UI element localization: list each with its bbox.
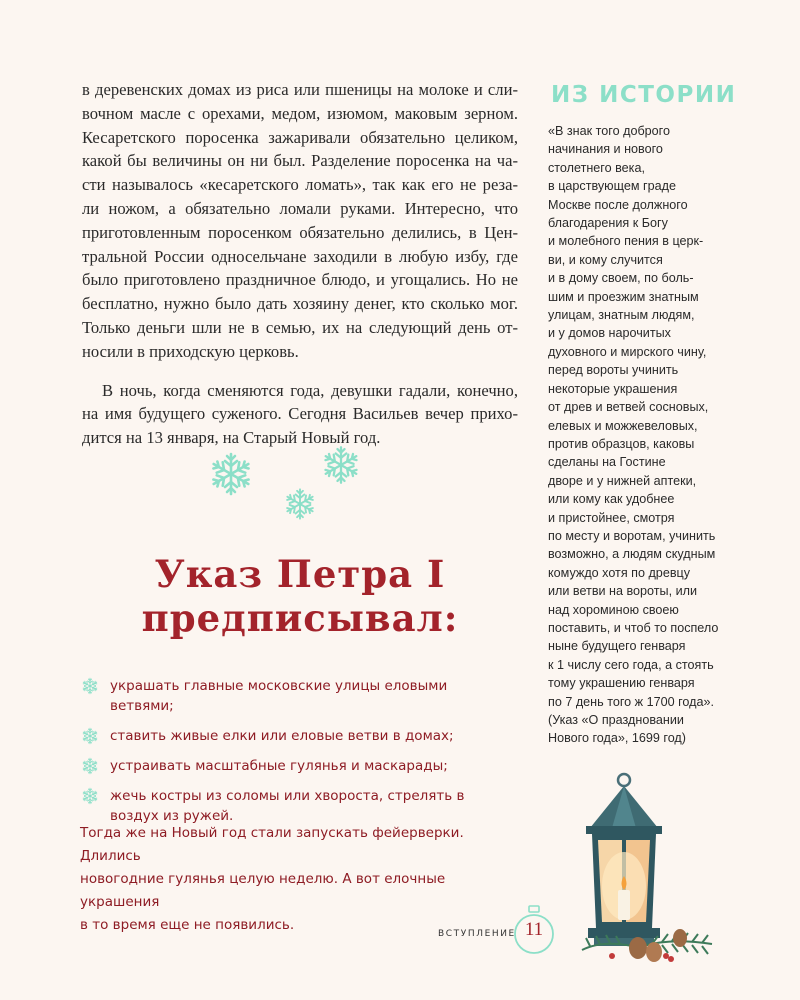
snowflake-icon (281, 485, 319, 523)
list-item: жечь костры из соломы или хвороста, стрелять в воздух из ружей. (80, 786, 510, 826)
lantern-illustration (572, 768, 732, 968)
snowflake-icon (80, 756, 100, 776)
snowflake-icon (80, 676, 100, 696)
sidebar-title: ИЗ ИСТОРИИ (551, 82, 737, 108)
list-item: украшать главные московские улицы еловыми ветвями; (80, 676, 510, 716)
paragraph-1: в деревенских домах из риса или пшеницы на молоке и сли- вочном масле с орехами, медом, изюмом, маковым зерном. Кесаретского поросенка зажаривали обязательно целиком, какой бы величины он ни был. Разделение поросенка на ча- сти называлось «кесаретского ломать», так как его не реза- ли ножом, а обязательно ломали руками. Интересно, что приготовленным поросенком обязательно делились, в Цен- тральной России односельчане заходили в любую избу, где было приготовлено праздничное блюдо, и угощались. Но не бесплатно, нужно было дать хозяину денег, кто сколько мог. Только деньги шли не в семью, их на следующий день от- носили в приходскую церковь. (82, 80, 518, 361)
snowflake-icon (318, 442, 364, 488)
decree-list (80, 676, 510, 836)
snowflake-icon (80, 786, 100, 806)
list-item: устраивать масштабные гулянья и маскарады; (80, 756, 510, 776)
paragraph-2: В ночь, когда сменяются года, девушки гадали, конечно, на имя будущего суженого. Сегодня Васильев вечер прихо- дится на 13 января, на Старый Новый год. (82, 380, 518, 448)
main-article (82, 78, 518, 450)
heading-line-1: Указ Петра I (154, 552, 446, 596)
section-heading (100, 552, 500, 640)
page-number: 11 (524, 919, 544, 940)
snowflake-icon (80, 726, 100, 746)
closing-paragraph: Тогда же на Новый год стали запускать фейерверки. Длились новогодние гулянья целую неделю. А вот елочные украшения в то время еще не появились. (80, 825, 464, 933)
list-item: ставить живые елки или еловые ветви в домах; (80, 726, 510, 746)
sidebar-quote: «В знак того доброго начинания и нового столетнего века, в царствующем граде Москве после должного благодарения к Богу и молебного пения в церк- ви, и кому случится и в дому своем, по боль- шим и проезжим знатным улицам, знатным людям, и у домов нарочитых духовного и мирского чину, перед вороты учинить некоторые украшения от древ и ветвей сосновых, елевых и можжевеловых, против образцов, каковы сделаны на Гостине дворе и у нижней аптеки, или кому как удобнее и пристойнее, смотря по месту и воротам, учинить возможно, а людям скудным комуждо хотя по древцу или ветви на вороты, или над хороминою своею поставить, и чтоб то поспело ныне будущего генваря к 1 числу сего года, а стоять тому украшению генваря по 7 день того ж 1700 года». (Указ «О праздновании Нового года», 1699 год) (548, 124, 719, 746)
snowflake-icon (205, 448, 257, 500)
section-label: ВСТУПЛЕНИЕ (438, 929, 516, 939)
heading-line-2: предписывал: (141, 596, 459, 640)
